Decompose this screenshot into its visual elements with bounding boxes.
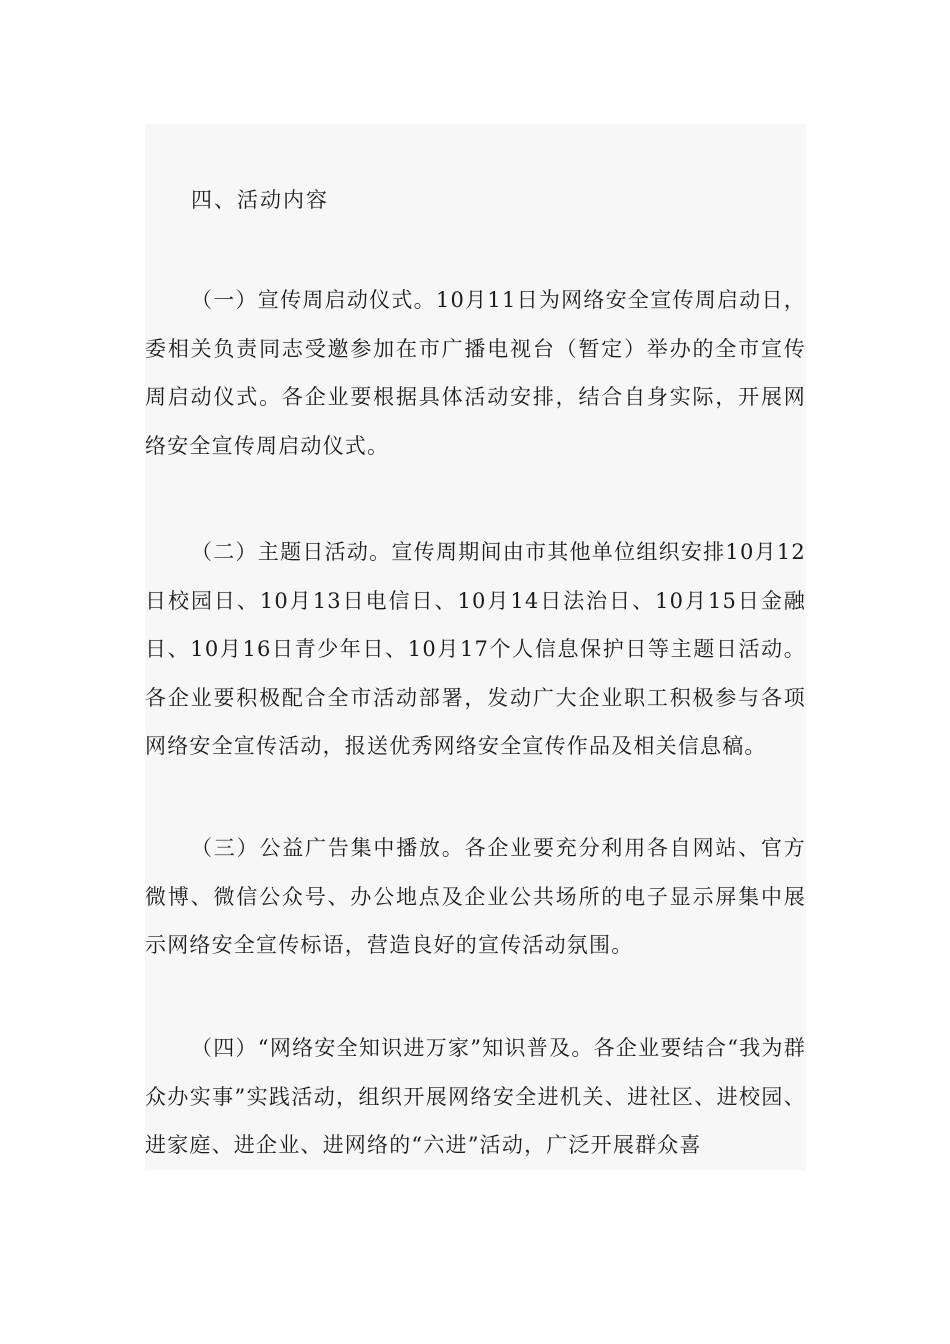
section-heading: 四、活动内容 — [191, 188, 329, 212]
paragraph-theme-days: （二）主题日活动。宣传周期间由市其他单位组织安排10月12日校园日、10月13日电信日、10月14日法治日、10月15日金融日、10月16日青少年日、10月17个人信息保护日等主题日活动。各企业要积极配合全市活动部署，发动广大企业职工积极参与各项网络安全宣传活动，报送优秀网络安全宣传作品及相关信息稿。 — [145, 540, 806, 758]
paragraph-public-ads: （三）公益广告集中播放。各企业要充分利用各自网站、官方微博、微信公众号、办公地点及企业公共场所的电子显示屏集中展示网络安全宣传标语，营造良好的宣传活动氛围。 — [145, 836, 806, 957]
document-page — [145, 124, 806, 1170]
paragraph-launch-ceremony: （一）宣传周启动仪式。10月11日为网络安全宣传周启动日，委相关负责同志受邀参加在市广播电视台（暂定）举办的全市宣传周启动仪式。各企业要根据具体活动安排，结合自身实际，开展网络安全宣传周启动仪式。 — [145, 288, 806, 458]
paragraph-knowledge-outreach: （四）“网络安全知识进万家”知识普及。各企业要结合“我为群众办实事”实践活动，组织开展网络安全进机关、进社区、进校园、进家庭、进企业、进网络的“六进”活动，广泛开展群众喜 — [145, 1036, 806, 1157]
